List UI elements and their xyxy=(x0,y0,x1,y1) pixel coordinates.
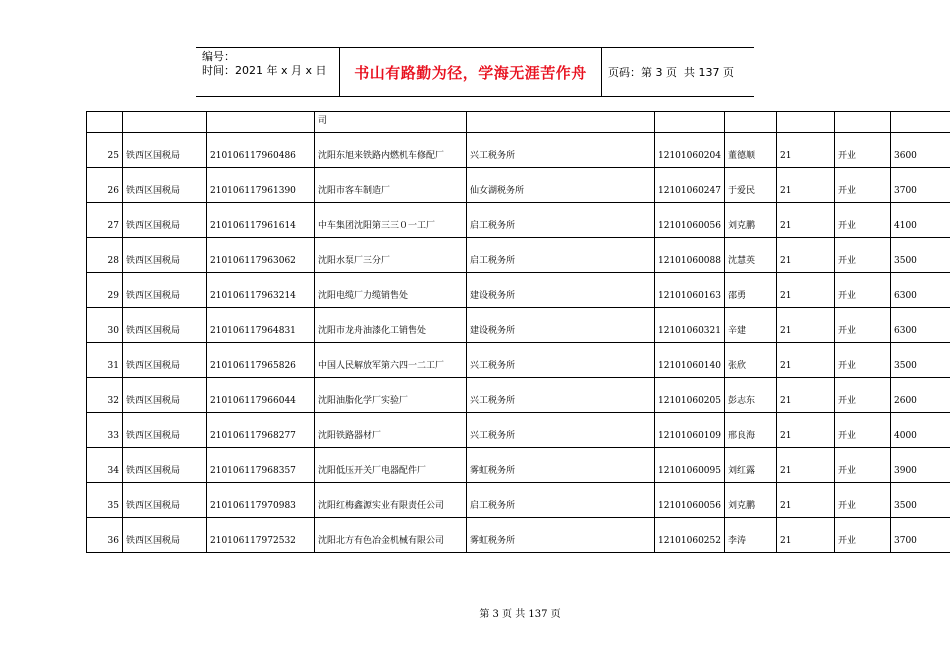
cell-code: 210106117961614 xyxy=(207,203,315,238)
cell-officer: 于爱民 xyxy=(725,168,777,203)
cell-type: 21 xyxy=(777,308,835,343)
cell-code: 210106117968277 xyxy=(207,413,315,448)
cell-name: 沈阳红梅鑫源实业有限责任公司 xyxy=(315,483,467,518)
cell-officer: 彭志东 xyxy=(725,378,777,413)
cell-code: 210106117972532 xyxy=(207,518,315,553)
cell-type: 21 xyxy=(777,133,835,168)
cell-bureau: 铁西区国税局 xyxy=(123,133,207,168)
document-number-label: 编号： xyxy=(202,50,235,63)
cell-code: 210106117970983 xyxy=(207,483,315,518)
cell-status: 开业 xyxy=(835,308,891,343)
taxpayer-table xyxy=(86,111,950,553)
cell-no: 26 xyxy=(87,168,123,203)
cell-no: 34 xyxy=(87,448,123,483)
cell-code: 210106117964831 xyxy=(207,308,315,343)
table-row xyxy=(87,273,950,308)
cell-officer: 刘红露 xyxy=(725,448,777,483)
cell-status: 开业 xyxy=(835,413,891,448)
cell-name: 中国人民解放军第六四一二工厂 xyxy=(315,343,467,378)
cell-code: 210106117963062 xyxy=(207,238,315,273)
cell-officer-code: 12101060140 xyxy=(655,343,725,378)
cell-officer: 李涛 xyxy=(725,518,777,553)
cell-status: 开业 xyxy=(835,518,891,553)
cell-name: 沈阳市客车制造厂 xyxy=(315,168,467,203)
cell-name: 中车集团沈阳第三三０一工厂 xyxy=(315,203,467,238)
cell-status: 开业 xyxy=(835,168,891,203)
table-row xyxy=(87,483,950,518)
cell-officer: 张欣 xyxy=(725,343,777,378)
cell-office: 建设税务所 xyxy=(467,273,655,308)
cell-status: 开业 xyxy=(835,378,891,413)
cell-office: 兴工税务所 xyxy=(467,343,655,378)
cell-officer-code: 12101060205 xyxy=(655,378,725,413)
cell-office: 兴工税务所 xyxy=(467,378,655,413)
cell-value: 4000 xyxy=(891,413,950,448)
cell-value: 3500 xyxy=(891,238,950,273)
cell-name: 沈阳市龙舟油漆化工销售处 xyxy=(315,308,467,343)
cell-value: 6300 xyxy=(891,308,950,343)
cell-bureau: 铁西区国税局 xyxy=(123,168,207,203)
cell-bureau: 铁西区国税局 xyxy=(123,343,207,378)
cell-officer-code: 12101060056 xyxy=(655,483,725,518)
cell-office: 仙女湖税务所 xyxy=(467,168,655,203)
cell-no: 31 xyxy=(87,343,123,378)
cell-name: 沈阳北方有色冶金机械有限公司 xyxy=(315,518,467,553)
document-date-label: 时间：2021 年 x 月 x 日 xyxy=(202,64,327,77)
cell-bureau: 铁西区国税局 xyxy=(123,308,207,343)
table-row xyxy=(87,413,950,448)
cell-value: 3600 xyxy=(891,133,950,168)
cell-code: 210106117968357 xyxy=(207,448,315,483)
page-header xyxy=(196,47,754,97)
cell-type: 21 xyxy=(777,483,835,518)
table-row xyxy=(87,378,950,413)
cell-type: 21 xyxy=(777,343,835,378)
cell-no: 25 xyxy=(87,133,123,168)
cell-officer-code: 12101060247 xyxy=(655,168,725,203)
cell-type: 21 xyxy=(777,203,835,238)
cell-status: 开业 xyxy=(835,238,891,273)
cell-no: 30 xyxy=(87,308,123,343)
cell-type: 21 xyxy=(777,378,835,413)
cell-officer: 邢良海 xyxy=(725,413,777,448)
cell-officer-code: 12101060109 xyxy=(655,413,725,448)
cell-office: 启工税务所 xyxy=(467,483,655,518)
cell-status: 开业 xyxy=(835,273,891,308)
cell-code: 210106117963214 xyxy=(207,273,315,308)
cell-officer: 辛建 xyxy=(725,308,777,343)
cell-office: 兴工税务所 xyxy=(467,413,655,448)
cell-no: 29 xyxy=(87,273,123,308)
cell-code: 210106117961390 xyxy=(207,168,315,203)
cell-officer-code: 12101060163 xyxy=(655,273,725,308)
cell-type: 21 xyxy=(777,238,835,273)
cell-value: 3500 xyxy=(891,483,950,518)
cell-office: 建设税务所 xyxy=(467,308,655,343)
cell-officer-code: 12101060095 xyxy=(655,448,725,483)
header-page-label: 页码：第 3 页 共 137 页 xyxy=(608,66,734,79)
table-row xyxy=(87,448,950,483)
cell-office: 启工税务所 xyxy=(467,203,655,238)
cell-code: 210106117966044 xyxy=(207,378,315,413)
cell-bureau: 铁西区国税局 xyxy=(123,238,207,273)
cell-no: 35 xyxy=(87,483,123,518)
cell-name: 沈阳水泵厂三分厂 xyxy=(315,238,467,273)
table-row xyxy=(87,133,950,168)
cell-officer-code: 12101060204 xyxy=(655,133,725,168)
cell-no: 36 xyxy=(87,518,123,553)
cell-no: 27 xyxy=(87,203,123,238)
cell-type: 21 xyxy=(777,168,835,203)
cell-officer-code: 12101060088 xyxy=(655,238,725,273)
cell-no: 28 xyxy=(87,238,123,273)
cell-value: 6300 xyxy=(891,273,950,308)
cell-bureau: 铁西区国税局 xyxy=(123,483,207,518)
cell-name: 沈阳东旭来铁路内燃机车修配厂 xyxy=(315,133,467,168)
table-row xyxy=(87,308,950,343)
header-meta xyxy=(196,48,340,96)
cell-type: 21 xyxy=(777,273,835,308)
table-row-continuation xyxy=(87,112,950,133)
cell-value: 2600 xyxy=(891,378,950,413)
cell-bureau: 铁西区国税局 xyxy=(123,273,207,308)
cell-status: 开业 xyxy=(835,343,891,378)
cell-type: 21 xyxy=(777,413,835,448)
cell-name: 沈阳低压开关厂电器配件厂 xyxy=(315,448,467,483)
cell-officer-code: 12101060252 xyxy=(655,518,725,553)
cell-bureau: 铁西区国税局 xyxy=(123,203,207,238)
cell-name: 沈阳油脂化学厂实验厂 xyxy=(315,378,467,413)
cell-type: 21 xyxy=(777,518,835,553)
cell-officer: 邵勇 xyxy=(725,273,777,308)
cell-name: 沈阳电缆厂力缆销售处 xyxy=(315,273,467,308)
table-row xyxy=(87,518,950,553)
table-row xyxy=(87,343,950,378)
cell-office: 兴工税务所 xyxy=(467,133,655,168)
header-page-info xyxy=(602,48,754,96)
cell-bureau: 铁西区国税局 xyxy=(123,413,207,448)
cell-office: 雾虹税务所 xyxy=(467,448,655,483)
cell-officer: 刘克鹏 xyxy=(725,203,777,238)
header-motto: 书山有路勤为径，学海无涯苦作舟 xyxy=(340,48,602,96)
cell-office: 启工税务所 xyxy=(467,238,655,273)
cell-bureau: 铁西区国税局 xyxy=(123,378,207,413)
cell-officer: 董德顺 xyxy=(725,133,777,168)
cell-status: 开业 xyxy=(835,483,891,518)
cell-no: 32 xyxy=(87,378,123,413)
cell-status: 开业 xyxy=(835,203,891,238)
cell-officer: 刘克鹏 xyxy=(725,483,777,518)
cell-officer: 沈慧英 xyxy=(725,238,777,273)
cell-bureau: 铁西区国税局 xyxy=(123,448,207,483)
cell-value: 3500 xyxy=(891,343,950,378)
table-row xyxy=(87,203,950,238)
cell-name-continued: 司 xyxy=(315,112,467,133)
cell-status: 开业 xyxy=(835,448,891,483)
table-row xyxy=(87,238,950,273)
page-footer: 第 3 页 共 137 页 xyxy=(479,609,561,620)
cell-value: 4100 xyxy=(891,203,950,238)
cell-no: 33 xyxy=(87,413,123,448)
cell-name: 沈阳铁路器材厂 xyxy=(315,413,467,448)
cell-officer-code: 12101060321 xyxy=(655,308,725,343)
cell-code: 210106117965826 xyxy=(207,343,315,378)
cell-value: 3700 xyxy=(891,168,950,203)
table-row xyxy=(87,168,950,203)
cell-type: 21 xyxy=(777,448,835,483)
cell-value: 3700 xyxy=(891,518,950,553)
cell-code: 210106117960486 xyxy=(207,133,315,168)
cell-bureau: 铁西区国税局 xyxy=(123,518,207,553)
cell-officer-code: 12101060056 xyxy=(655,203,725,238)
cell-status: 开业 xyxy=(835,133,891,168)
cell-value: 3900 xyxy=(891,448,950,483)
cell-office: 雾虹税务所 xyxy=(467,518,655,553)
